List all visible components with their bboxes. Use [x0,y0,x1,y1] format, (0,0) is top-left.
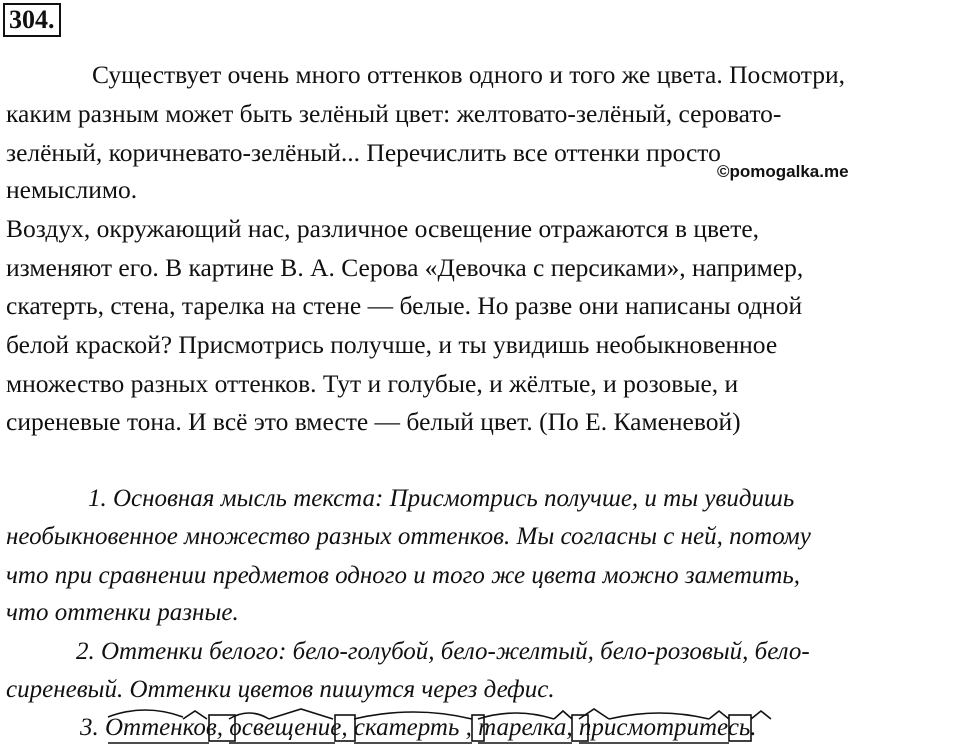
morph-word-text: Оттенков [105,714,217,741]
text-line: скатерть, стена, тарелка на стене — белые. Но разве они написаны одной [6,291,803,320]
text-line: Существует очень много оттенков одного и того же цвета. Посмотри, [92,60,845,89]
answer-line: что при сравнении предметов одного и того же цвета можно заметить, [6,562,801,589]
morph-word-text: скатерть [353,714,460,741]
morpheme-line [80,713,757,743]
morpheme-line-number: 3. [80,714,99,741]
morpheme-marks-icon [105,707,240,751]
text-line: зелёный, коричневато-зелёный... Перечислить все оттенки просто [6,138,721,167]
text-line: множество разных оттенков. Тут и голубые, и жёлтые, и розовые, и [6,369,739,398]
morph-word [579,713,750,743]
text-line: изменяют его. В картине В. А. Серова «Девочка с персиками», например, [6,253,804,282]
morpheme-marks-icon [354,707,484,751]
answer-line: 2. Оттенки белого: бело-голубой, бело-желтый, бело-розовый, бело- [76,638,810,665]
text-line: белой краской? Присмотрись получше, и ты увидишь необыкновенное [6,330,778,359]
morph-separator: , [216,714,230,741]
morph-separator: , [341,714,354,741]
morph-word [229,713,341,743]
answer-line: 1. Основная мысль текста: Присмотрись получше, и ты увидишь [88,485,795,512]
text-line: сиреневые тона. И всё это вместе — белый цвет. (По Е. Каменевой) [6,407,741,436]
morph-word-text: тарелка [478,714,567,741]
answer-line: сиреневый. Оттенки цветов пишутся через дефис. [6,676,555,703]
text-line: Воздух, окружающий нас, различное освещение отражаются в цвете, [6,214,760,243]
answer-line: необыкновенное множество разных оттенков. Мы согласны с ней, потому [6,523,811,550]
morph-word [105,713,217,743]
morph-separator: . [750,714,757,741]
morpheme-marks-icon [579,707,779,751]
morph-word [478,713,566,743]
morph-separator: , [566,714,579,741]
morpheme-marks-icon [229,707,361,751]
morpheme-marks-icon [478,707,590,751]
morph-word-text: присмотритесь [578,714,751,741]
answer-line: что оттенки разные. [6,599,239,626]
morph-word [354,713,459,743]
text-line: немыслимо. [6,175,138,204]
morph-separator: , [459,714,479,741]
morph-word-text: освещение [229,714,342,741]
watermark: ©pomogalka.me [717,162,849,181]
exercise-number: 304. [3,3,61,37]
text-line: каким разным может быть зелёный цвет: желтовато-зелёный, серовато- [6,99,782,128]
